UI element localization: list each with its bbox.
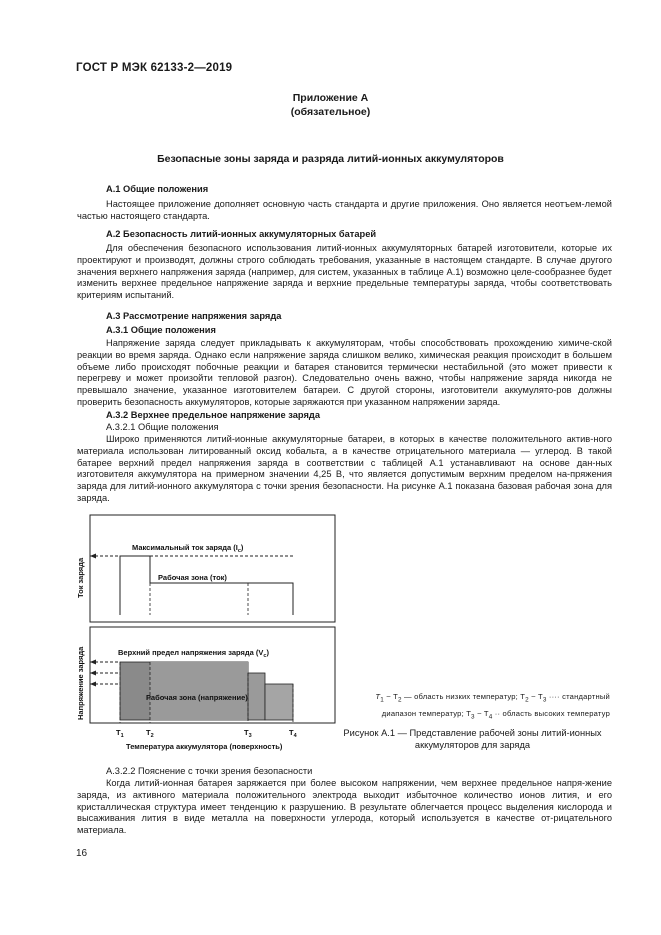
voltage-zone-standard (150, 662, 248, 720)
tick-t2: $T_2$ (146, 728, 154, 739)
section-a322-title: А.3.2.2 Пояснение с точки зрения безопасности (106, 766, 313, 776)
section-a31-title: А.3.1 Общие положения (106, 325, 216, 335)
legend-line-1: $T_1$ ~ $T_2$ — область низких температур; $T_2$ ~ $T_3$ ···· стандартный (375, 692, 610, 704)
standard-header: ГОСТ Р МЭК 62133-2—2019 (76, 62, 233, 74)
max-current-arrow (90, 554, 96, 559)
tick-t1: $T_1$ (116, 728, 124, 739)
bottom-zone-label: Рабочая зона (напряжение) (146, 693, 248, 702)
top-zone-label: Рабочая зона (ток) (158, 573, 227, 582)
annex-heading: Безопасные зоны заряда и разряда литий-ионных аккумуляторов (157, 153, 504, 165)
annex-label (0, 91, 661, 119)
figure-legend (335, 690, 610, 723)
section-a321-title: А.3.2.1 Общие положения (106, 422, 219, 432)
voltage-zone-high-2 (265, 684, 293, 720)
current-zone-outline (120, 556, 293, 615)
bottom-max-label: Верхний предел напряжения заряда $(V_c)$ (118, 648, 269, 659)
section-a3-title: А.3 Рассмотрение напряжения заряда (106, 311, 282, 321)
tick-t4: $T_4$ (289, 728, 297, 739)
top-ylabel: Ток заряда (76, 557, 85, 598)
section-a31-paragraph: Напряжение заряда следует прикладывать к аккумуляторам, чтобы способствовать прохождению химиче-ской реакции во время заряда. Однако если напряжение заряда слишком велико, химическая реакция происходит в большем объеме либо происходят побочные реакции и батарея становится термически нестабильной (это может привести к перегреву и может произойти тепловой разгон). Следовательно очень важно, чтобы напряжение заряда никогда не превышало значение, указанное изготовителем батареи. С другой стороны, изготовители аккумулято-ров должны проверить безопасность аккумуляторов, которые заряжаются при указанном напряжении заряда. (77, 338, 612, 407)
vmax-arrow (90, 660, 96, 665)
annex-title: Приложение А (292, 92, 369, 104)
section-a1-title: А.1 Общие положения (106, 184, 209, 194)
figure-a1-chart (60, 510, 340, 755)
page-number: 16 (76, 848, 88, 859)
section-a321-paragraph: Широко применяются литий-ионные аккумуляторные батареи, в которых в качестве положительного актив-ного материала использован литированный оксид кобальта, а в качестве отрицательного материала — углерод. В такой батарее верхний предел напряжения заряда в соответствии с таблицей А.1 устанавливают на основе дан-ных изготовителя аккумулятора на примерном значении 4,25 В, что является допустимым верхним пределом на-пряжения заряда для литий-ионного аккумулятора с точки зрения безопасности. На рисунке А.1 показана базовая рабочая зона для заряда. (77, 434, 612, 503)
section-a32-title: А.3.2 Верхнее предельное напряжение заряда (106, 410, 320, 420)
section-a322-paragraph: Когда литий-ионная батарея заряжается при более высоком напряжении, чем верхнее предельное напря-жение заряда, из активного материала положительного электрода выходит избыточное количество ионов лития, и его кристаллическая структура имеет тенденцию к разрушению. В результате облегчается процесс выделения кислорода и высаживания лития в виде металла на поверхности углерода, который используется в качестве от-рицательного материала. (77, 778, 612, 836)
top-panel-frame (90, 515, 335, 622)
voltage-zone-high-1 (248, 673, 265, 720)
tick-t3: $T_3$ (244, 728, 252, 739)
section-a2-title: А.2 Безопасность литий-ионных аккумуляторных батарей (106, 229, 377, 239)
x-axis-label: Температура аккумулятора (поверхность) (126, 742, 283, 751)
top-max-label: Максимальный ток заряда $(I_c)$ (132, 543, 244, 554)
legend-line-2: диапазон температур; $T_3$ ~ $T_4$ ·· область высоких температур (381, 708, 610, 721)
section-a1-paragraph: Настоящее приложение дополняет основную часть стандарта и другие приложения. Оно является неотъем-лемой частью настоящего стандарта. (77, 199, 612, 221)
section-a2-paragraph: Для обеспечения безопасного использования литий-ионных аккумуляторных батарей изготовители, которые их проектируют и производят, должны строго соблюдать требования, указанные в настоящем стандарте. В случае другого значения верхнего напряжения заряда (например, для систем, указанных в таблице А.1) возможно целе-сообразнее будет изменить верхнее предельное напряжение заряда и верхние предельные температуры заряда, чтобы соответствовать критериям испытаний. (77, 243, 612, 301)
annex-subtitle: (обязательное) (290, 106, 371, 118)
bottom-ylabel: Напряжение заряда (76, 646, 85, 720)
v3-arrow (90, 682, 96, 687)
v2-arrow (90, 671, 96, 676)
figure-caption: Рисунок А.1 — Представление рабочей зоны литий-ионных аккумуляторов для заряда (343, 728, 602, 750)
